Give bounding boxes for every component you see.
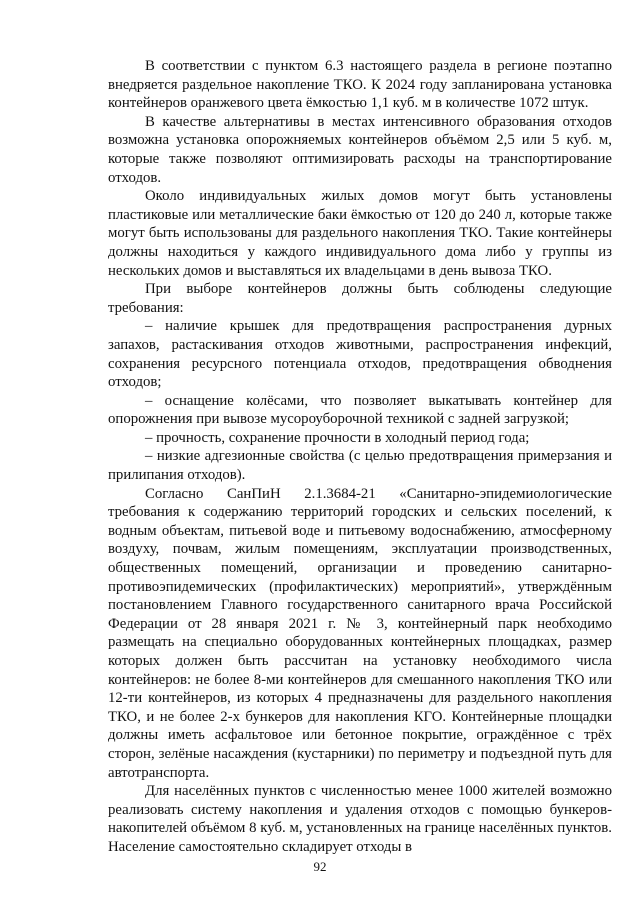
paragraph-separate-collection: В соответствии с пунктом 6.3 настоящего раздела в регионе поэтапно внедряется раздельное накопление ТКО. К 2024 году запланирована установка контейнеров оранжевого цвета ёмкостью 1,1 куб. м в количестве 1072 штук.: [108, 58, 612, 112]
page-number: 92: [313, 859, 327, 874]
paragraph-sanpin: Согласно СанПиН 2.1.3684-21 «Санитарно-эпидемиологические требования к содержанию территорий городских и сельских поселений, к водным объектам, питьевой воде и питьевому водоснабжению, атмосферному воздуху, почвам, жилым помещениям, эксплуатации производственных, общественных помещений, организации и проведению санитарно-противоэпидемических (профилактических) мероприятий», утверждённым постановлением Главного государственного санитарного врача Российской Федерации от 28 января 2021 г. № 3, контейнерный парк необходимо размещать на специально оборудованных контейнерных площадках, размер которых должен быть рассчитан на установку необходимого числа контейнеров: не более 8-ми контейнеров для смешанного накопления ТКО или 12-ти контейнеров, из которых 4 предназначены для раздельного накопления ТКО, и не более 2-х бункеров для накопления КГО. Контейнерные площадки должны иметь асфальтовое или бетонное покрытие, ограждённое с трёх сторон, зелёные насаждения (кустарники) по периметру и подъездной путь для автотранспорта.: [108, 485, 612, 781]
list-item-adhesion: – низкие адгезионные свойства (с целью предотвращения примерзания и прилипания отходов).: [108, 448, 612, 484]
paragraph-small-settlements: Для населённых пунктов с численностью менее 1000 жителей возможно реализовать систему накопления и удаления отходов с помощью бункеров-накопителей объёмом 8 куб. м, установленных на границе населённых пунктов. Население самостоятельно складирует отходы в: [108, 783, 612, 855]
document-page: [108, 57, 612, 857]
paragraph-individual-houses: Около индивидуальных жилых домов могут быть установлены пластиковые или металлические баки ёмкостью от 120 до 240 л, которые также могут быть использованы для раздельного накопления ТКО. Такие контейнеры должны находиться у каждого индивидуального дома либо у группы из нескольких домов и выставляться их владельцами в день вывоза ТКО.: [108, 188, 612, 279]
list-item-lids: – наличие крышек для предотвращения распространения дурных запахов, растаскивания отходов животными, распространения инфекций, сохранения ресурсного потенциала отходов, предотвращения обводнения отходов;: [108, 318, 612, 391]
list-item-strength: – прочность, сохранение прочности в холодный период года;: [145, 429, 530, 446]
paragraph-requirements-intro: При выборе контейнеров должны быть соблюдены следующие требования:: [108, 281, 612, 316]
list-item-wheels: – оснащение колёсами, что позволяет выкатывать контейнер для опорожнения при вывозе мусороуборочной техникой с задней загрузкой;: [108, 392, 612, 428]
paragraph-alternative-containers: В качестве альтернативы в местах интенсивного образования отходов возможна установка опорожняемых контейнеров объёмом 2,5 или 5 куб. м, которые также позволяют оптимизировать расходы на транспортирование отходов.: [108, 113, 612, 186]
